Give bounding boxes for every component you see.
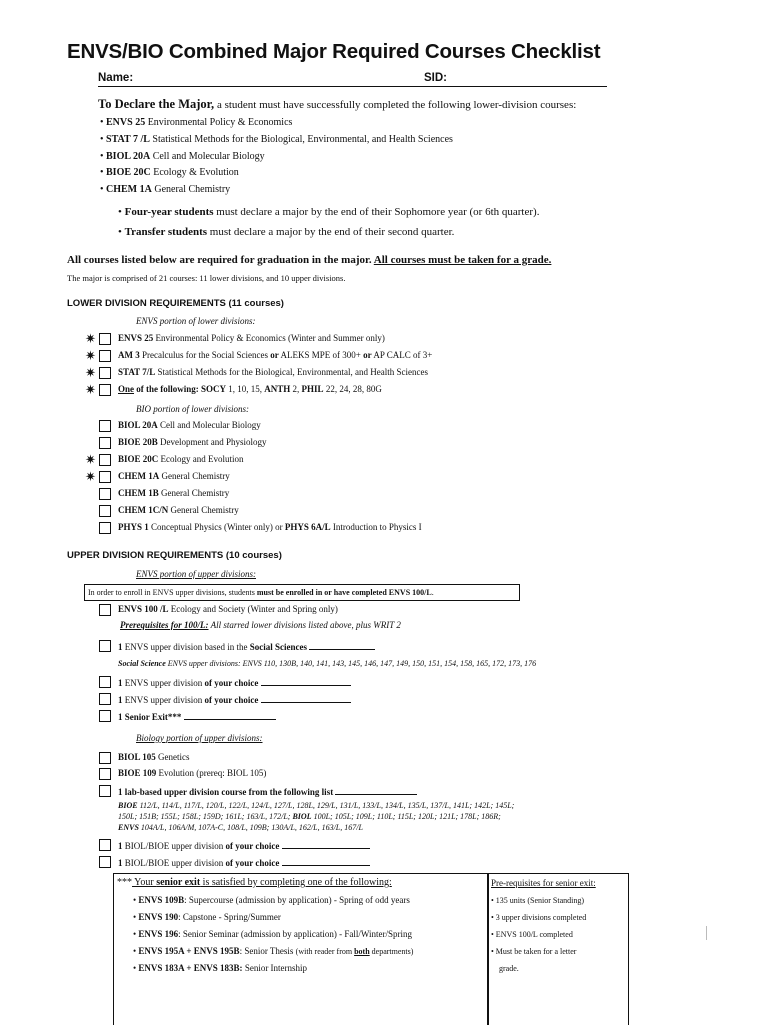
envs-choice-1-blank[interactable] (261, 676, 351, 686)
course-envs-25: ENVS 25 Environmental Policy & Economics (Winter and Summer only) (118, 333, 385, 343)
checkbox-chem-1a[interactable] (99, 471, 111, 483)
envs-upper-label: ENVS portion of upper divisions: (136, 569, 256, 579)
course-senior-exit: 1 Senior Exit*** (118, 710, 276, 722)
course-bioe-20c: BIOE 20C Ecology and Evolution (118, 454, 244, 464)
checkbox-chem-1c[interactable] (99, 505, 111, 517)
checkbox-envs-100[interactable] (99, 604, 111, 616)
name-label: Name: (98, 72, 134, 84)
course-stat-7: STAT 7/L Statistical Methods for the Biological, Environmental, and Health Sciences (118, 367, 428, 377)
course-social-science: 1 ENVS upper division based in the Social Sciences (118, 640, 375, 652)
checkbox-senior-exit[interactable] (99, 710, 111, 722)
checkbox-bio-choice-2[interactable] (99, 856, 111, 868)
social-science-list: Social Science ENVS upper divisions: ENVS 110, 130B, 140, 141, 143, 145, 146, 147, 149, 150, 151, 154, 158, 165, 172, 173, 176 (118, 659, 537, 668)
checkbox-bioe-20b[interactable] (99, 437, 111, 449)
star-icon: ✷ (85, 332, 96, 347)
course-am-3: AM 3 Precalculus for the Social Sciences or ALEKS MPE of 300+ or AP CALC of 3+ (118, 350, 433, 360)
name-sid-line[interactable] (98, 86, 607, 87)
declare-item: • BIOL 20A Cell and Molecular Biology (100, 151, 265, 162)
course-bio-choice-2: 1 BIOL/BIOE upper division of your choice (118, 856, 370, 868)
prereq-senior-exit-item: • 3 upper divisions completed (491, 913, 587, 922)
checkbox-envs-choice-1[interactable] (99, 676, 111, 688)
course-lab-based: 1 lab-based upper division course from the following list (118, 785, 417, 797)
course-bio-choice-1: 1 BIOL/BIOE upper division of your choice (118, 839, 370, 851)
prereq-100: Prerequisites for 100/L: All starred lower divisions listed above, plus WRIT 2 (120, 620, 401, 630)
checkbox-bio-choice-1[interactable] (99, 839, 111, 851)
course-biol-105: BIOL 105 Genetics (118, 752, 190, 762)
course-count-note: The major is comprised of 21 courses: 11 lower divisions, and 10 upper divisions. (67, 273, 346, 283)
bio-choice-2-blank[interactable] (282, 856, 370, 866)
exit-option: • ENVS 196: Senior Seminar (admission by application) - Fall/Winter/Spring (133, 929, 413, 939)
senior-exit-intro: *** Your senior exit is satisfied by completing one of the following: (117, 877, 392, 888)
star-icon: ✷ (85, 383, 96, 398)
course-chem-1c: CHEM 1C/N General Chemistry (118, 505, 239, 515)
course-phys-1: PHYS 1 Conceptual Physics (Winter only) or PHYS 6A/L Introduction to Physics I (118, 522, 422, 532)
checkbox-envs-25[interactable] (99, 333, 111, 345)
star-icon: ✷ (85, 366, 96, 381)
exit-option: • ENVS 195A + ENVS 195B: Senior Thesis (with reader from both departments) (133, 946, 414, 956)
exit-option: • ENVS 190: Capstone - Spring/Summer (133, 912, 281, 922)
bio-choice-1-blank[interactable] (282, 839, 370, 849)
declare-note: • Transfer students must declare a major by the end of their second quarter. (118, 226, 455, 238)
star-icon: ✷ (85, 453, 96, 468)
checkbox-stat-7[interactable] (99, 367, 111, 379)
declare-item: • STAT 7 /L Statistical Methods for the Biological, Environmental, and Health Sciences (100, 134, 453, 145)
checkbox-phys-1[interactable] (99, 522, 111, 534)
prereq-senior-exit-item: grade. (499, 964, 519, 973)
page-title: ENVS/BIO Combined Major Required Courses Checklist (67, 40, 601, 63)
exit-option: • ENVS 109B: Supercourse (admission by application) - Spring of odd years (133, 895, 410, 905)
checkbox-chem-1b[interactable] (99, 488, 111, 500)
prereq-senior-exit-item: • 135 units (Senior Standing) (491, 896, 585, 905)
lab-list-line: ENVS 104A/L, 106A/M, 107A-C, 108/L, 109B; 130A/L, 162/L, 163/L, 167/L (118, 823, 363, 832)
lab-course-blank[interactable] (335, 785, 417, 795)
sid-label: SID: (424, 72, 447, 84)
social-science-blank[interactable] (309, 640, 375, 650)
checkbox-bioe-20c[interactable] (99, 454, 111, 466)
exit-option: • ENVS 183A + ENVS 183B: Senior Internship (133, 963, 308, 973)
declare-item: • BIOE 20C Ecology & Evolution (100, 167, 239, 178)
lab-list-line: BIOE 112/L, 114/L, 117/L, 120/L, 122/L, 124/L, 127/L, 128L, 129/L, 131/L, 133/L, 134/L, 135/L, 137/L, 141L; 142L; 145L; (118, 801, 515, 810)
prereq-senior-exit-item: • ENVS 100/L completed (491, 930, 573, 939)
course-chem-1b: CHEM 1B General Chemistry (118, 488, 230, 498)
envs-lower-label: ENVS portion of lower divisions: (136, 316, 256, 326)
bio-upper-label: Biology portion of upper divisions: (136, 733, 263, 743)
star-icon: ✷ (85, 470, 96, 485)
course-envs-100: ENVS 100 /L Ecology and Society (Winter and Spring only) (118, 604, 338, 614)
checkbox-bioe-109[interactable] (99, 768, 111, 780)
checkbox-social-science[interactable] (99, 640, 111, 652)
senior-exit-blank[interactable] (184, 710, 276, 720)
star-icon: ✷ (85, 349, 96, 364)
checkbox-biol-105[interactable] (99, 752, 111, 764)
course-one-of-following: One of the following: SOCY 1, 10, 15, ANTH 2, PHIL 22, 24, 28, 80G (118, 384, 382, 394)
bio-lower-label: BIO portion of lower divisions: (136, 404, 249, 414)
course-bioe-20b: BIOE 20B Development and Physiology (118, 437, 267, 447)
prereq-senior-exit-title: Pre-requisites for senior exit: (491, 878, 596, 888)
checkbox-one-of-following[interactable] (99, 384, 111, 396)
declare-item: • ENVS 25 Environmental Policy & Economics (100, 117, 293, 128)
grade-note: All courses listed below are required for graduation in the major. All courses must be taken for a grade. (67, 254, 552, 266)
enroll-note: In order to enroll in ENVS upper divisions, students must be enrolled in or have completed ENVS 100/L. (88, 588, 434, 597)
declare-intro: To Declare the Major, a student must have successfully completed the following lower-division courses: (98, 97, 577, 111)
lab-list-line: 150L; 151B; 155L; 158L; 159D; 161L; 163/L, 172/L; BIOL 100L; 105L; 109L; 110L; 115L; 120L; 121L; 178L; 186R; (118, 812, 501, 821)
checkbox-biol-20a[interactable] (99, 420, 111, 432)
lower-division-heading: LOWER DIVISION REQUIREMENTS (11 courses) (67, 298, 284, 309)
checkbox-am-3[interactable] (99, 350, 111, 362)
declare-note: • Four-year students must declare a major by the end of their Sophomore year (or 6th quarter). (118, 206, 540, 218)
course-chem-1a: CHEM 1A General Chemistry (118, 471, 230, 481)
text-cursor-mark (706, 926, 707, 940)
upper-division-heading: UPPER DIVISION REQUIREMENTS (10 courses) (67, 550, 282, 561)
course-bioe-109: BIOE 109 Evolution (prereq: BIOL 105) (118, 768, 267, 778)
course-envs-choice-1: 1 ENVS upper division of your choice (118, 676, 351, 688)
course-envs-choice-2: 1 ENVS upper division of your choice (118, 693, 351, 705)
checkbox-envs-choice-2[interactable] (99, 693, 111, 705)
envs-choice-2-blank[interactable] (261, 693, 351, 703)
checkbox-lab-course[interactable] (99, 785, 111, 797)
declare-item: • CHEM 1A General Chemistry (100, 184, 231, 195)
course-biol-20a: BIOL 20A Cell and Molecular Biology (118, 420, 261, 430)
prereq-senior-exit-item: • Must be taken for a letter (491, 947, 577, 956)
